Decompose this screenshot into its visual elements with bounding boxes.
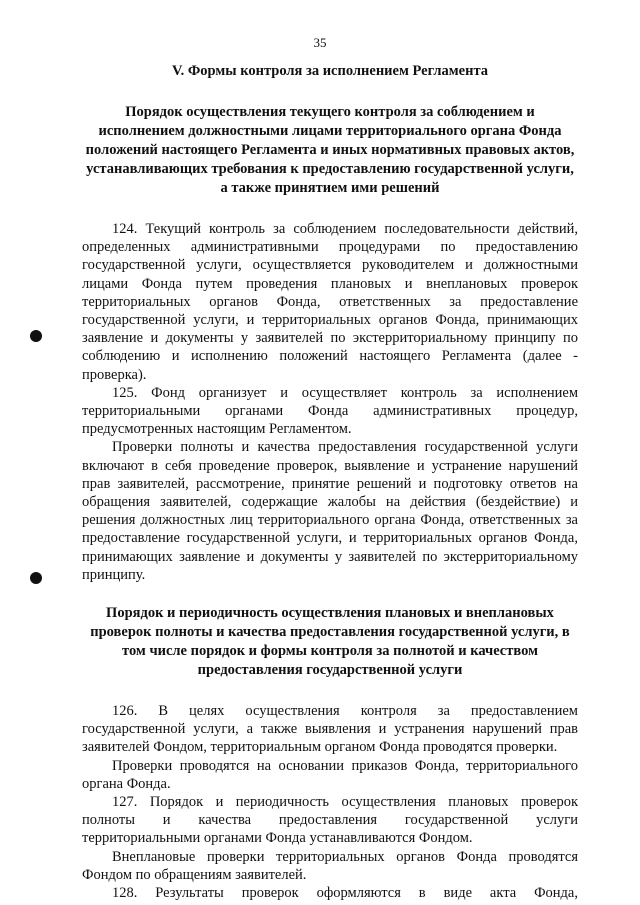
paragraph-127: 127. Порядок и периодичность осуществления плановых проверок полноты и качества предоставления государственной услуги территориальными органами Фонда устанавливаются Фондом. <box>82 794 578 847</box>
page-number: 35 <box>313 35 327 50</box>
document-body <box>82 62 578 902</box>
paragraph-125: 125. Фонд организует и осуществляет контроль за исполнением территориальными органами Фонда административных процедур, предусмотренных настоящим Регламентом. <box>82 384 578 438</box>
paragraph-orders: Проверки проводятся на основании приказов Фонда, территориального органа Фонда. <box>82 757 578 792</box>
paragraph-128: 128. Результаты проверок оформляются в виде акта Фонда, <box>112 885 578 902</box>
subsection-title-current-control: Порядок осуществления текущего контроля за соблюдением и исполнением должностными лицами территориального органа Фонда положений настоящего Регламента и иных нормативных правовых актов, устанавливающих требования к предоставлению государственной услуги, а также принятием ими решений <box>85 104 575 196</box>
paragraph-checks: Проверки полноты и качества предоставления государственной услуги включают в себя проведение проверок, выявление и устранение нарушений прав заявителей, рассмотрение, принятие решений и подготовку ответов на обращения заявителей, содержащие жалобы на действия (бездействие) и решения должностных лиц территориального органа Фонда, ответственных за предоставление государственной услуги, и территориальных органов Фонда, принимающих заявление и документы у заявителей по экстерриториальному принципу. <box>82 439 578 583</box>
binder-hole-mark <box>30 330 42 342</box>
section-title: V. Формы контроля за исполнением Регламента <box>171 63 489 79</box>
subsection-title-inspections: Порядок и периодичность осуществления плановых и внеплановых проверок полноты и качества предоставления государственной услуги, в том числе порядок и формы контроля за полнотой и качеством предоставления государственной услуги <box>90 605 570 679</box>
paragraph-124: 124. Текущий контроль за соблюдением последовательности действий, определенных административными процедурами по предоставлению государственной услуги, осуществляется руководителем и должностными лицами Фонда путем проведения плановых и внеплановых проверок территориальных органов Фонда, ответственных за предоставление государственной услуги, и территориальных органов Фонда, принимающих заявление и документы у заявителей по экстерриториальному принципу по соблюдению и исполнению положений настоящего Регламента (далее - проверка). <box>82 221 578 383</box>
paragraph-unscheduled: Внеплановые проверки территориальных органов Фонда проводятся Фондом по обращениям заявителей. <box>82 848 578 883</box>
binder-hole-mark <box>30 572 42 584</box>
paragraph-126: 126. В целях осуществления контроля за предоставлением государственной услуги, а также выявления и устранения нарушений прав заявителей Фондом, территориальным органом Фонда проводятся проверки. <box>82 703 578 756</box>
